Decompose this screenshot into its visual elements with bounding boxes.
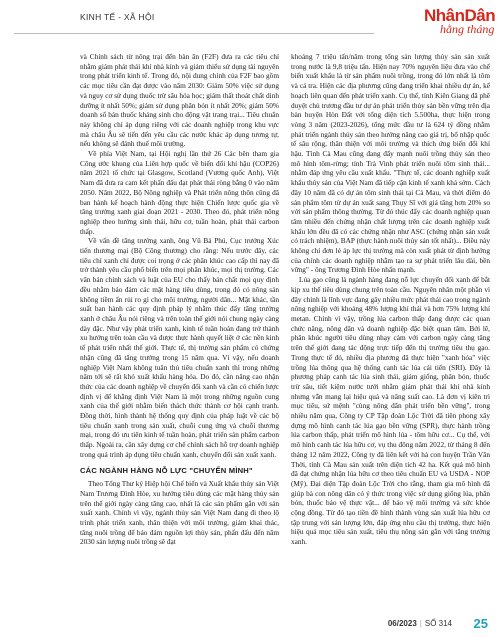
issue-separator: | [419,619,422,628]
logo-sub-text: hằng tháng [440,22,495,36]
issue-info [388,619,452,628]
paragraph: khoảng 7 triệu tấn/năm trong tổng sản lượng thủy sản sản xuất trong nước là 9,8 triệu tấn. Hiện nay 70% nguyên liệu đưa vào chế biến xuất khẩu là từ sản phẩm nuôi trồng, trong đó lớn nhất là tôm và cá tra. Hiện các địa phương cũng đang triển khai nhiều dự án, kế hoạch liên quan đến phát triển xanh. Cụ thể, tỉnh Kiên Giang đã phê duyệt chủ trương đầu tư dự án phát triển thủy sản bền vững trên địa bàn huyện Hòn Đất với tổng diện tích 5.500ha, thực hiện trong vòng 3 năm (2023-2026), tổng mức đầu tư là 624 tỷ đồng nhằm phát triển ngành thủy sản theo hướng năng cao giá trị, bổ nhập quốc tế sâu rộng, thân thiện với môi trường và thích ứng biến đổi khí hậu. Tỉnh Cà Mau cũng đang đẩy mạnh nuôi trồng thủy sản theo mô hình tôm-rừng; tỉnh Trà Vinh phát triển nuôi tôm sinh thái... nhằm đáp ứng yêu cầu xuất khẩu. "Thực tế, các doanh nghiệp xuất khẩu thủy sản của Việt Nam đã tiếp cận kinh tế xanh khá sớm. Cách đây 10 năm đã có dự án tôm sinh thái tại Cà Mau, và thời điểm đó sản phẩm tôm từ dự án xuất sang Thụy Sĩ với giá tăng hơn 20% so với sản phẩm thông thường. Từ đó thúc đẩy các doanh nghiệp quan tâm nhiều đến chứng nhận chất lượng trên các doanh nghiệp xuất khẩu lớn đều đã có các chứng nhận như ASC (chứng nhận sản xuất có trách nhiệm), BAP (thực hành nuôi thủy sản tốt nhất)... Điều này không chỉ đơn lẻ áp lực thị trường mà còn xuất phát từ định hướng của chính các doanh nghiệp nhằm tạo ra sự phát triển lâu dài, bền vững" - ông Trương Đình Hòe nhấn mạnh. [291,52,490,275]
issue-date: 06/2023 [387,619,417,628]
paragraph: Lúa gạo cũng là ngành hàng đang nỗ lực chuyển đổi xanh để bắt kịp xu thế tiêu dùng chung trên toàn cầu. Nguyên nhân một phần vì đây chính là lĩnh vực đang gây nhiều mức phát thải cao trong ngành nông nghiệp với khoảng 48% lượng khí thải và hơn 75% lượng khí metan. Chính vì vậy, trồng lúa carbon thấp đang được các quan chức năng, nông dân và doanh nghiệp đặc biệt quan tâm. Bởi lẽ, phân khúc người tiêu dùng nhạy cảm với carbon ngày càng tăng trên thế giới đang tác động trực tiếp đến thị trường tiêu thụ gạo. Trong thực tế đó, nhiều địa phương đã thực hiện "xanh hóa" việc trồng lúa thông qua hệ thống canh tác lúa cải tiến (SRI). Đây là phương pháp canh tác lúa sinh thái, giảm giống, phân bón, thuốc trừ sâu, tiết kiệm nước tưới nhằm giảm phát thải khí nhà kính nhưng vẫn mang lại hiệu quả và năng suất cao. Là đơn vị kiên trì mục tiêu, sứ mệnh "cùng nông dân phát triển bền vững", trong nhiều năm qua, Công ty CP Tập đoàn Lộc Trời đã tiên phong xây dựng mô hình canh tác lúa gạo bền vững (SPR), thực hành trồng lúa carbon thấp, phát triển mô hình lúa - tôm hữu cơ... Cụ thể, với mô hình canh tác lúa hữu cơ, vụ thu đông năm 2022, từ tháng 8 đến tháng 12 năm 2022, Công ty đã liên kết với hà con huyện Trần Văn Thời, tỉnh Cà Mau sản xuất trên diện tích 42 ha. Kết quả mô hình đã đạt chứng nhận lúa hữu cơ theo tiêu chuẩn EU và USDA - NOP (Mỹ). Đại diện Tập đoàn Lộc Trời cho rằng, tham gia mô hình đã giúp bà con nông dân có ý thức trong việc sử dụng giống lúa, phân bón, thuốc bảo vệ thực vật... để bảo vệ môi trường và sức khỏe cộng đồng. Từ đó tạo tiền đề hình thành vùng sản xuất lúa hữu cơ tập trung với sản lượng lớn, đáp ứng nhu cầu thị trường, thực hiện hiệu quả mục tiêu sản xuất, tiêu thụ nông sản gắn với tăng trưởng xanh. [291,275,490,547]
page-number: 25 [473,616,488,631]
article-column-left [80,52,279,592]
section-label: KINH TẾ - XÃ HỘI [80,12,155,22]
publication-logo [422,6,496,42]
article-body [80,52,490,592]
page-header [0,0,500,50]
article-column-right [291,52,490,592]
section-subheading: CÁC NGÀNH HÀNG NỖ LỰC "CHUYỂN MÌNH" [80,465,253,475]
paragraph: Theo Tổng Thư ký Hiệp hội Chế biến và Xuất khẩu thủy sản Việt Nam Trương Đình Hòe, xu hướng tiêu dùng các mặt hàng thủy sản trên thế giới ngày càng tăng cao, nhất là các sản phẩm gắn với sản xuất xanh. Chính vì vậy, ngành thủy sản Việt Nam đang đi theo lộ trình phát triển xanh, thân thiện với môi trường, giảm khai thác, tăng nuôi trồng để bảo đảm nguồn lợi thủy sản, phấn đấu đến năm 2030 sản lượng nuôi trồng sẽ đạt [80,479,279,547]
issue-number: SỐ 314 [424,619,452,628]
paragraph: Về phía Việt Nam, tại Hội nghị lần thứ 26 Các bên tham gia Công ước khung của Liên hợp quốc về biến đổi khí hậu (COP26) năm 2021 tổ chức tại Glasgow, Scotland (Vương quốc Anh), Việt Nam đã đưa ra cam kết phấn đấu đạt phát thải ròng bằng 0 vào năm 2050. Năm 2022, Bộ Nông nghiệp và Phát triển nông thôn cũng đã ban hành kế hoạch hành động thực hiện Chiến lược quốc gia về tăng trưởng xanh giai đoạn 2021 - 2030. Theo đó, phát triển nông nghiệp theo hướng sinh thái, hữu cơ, tuần hoàn, phát thải carbon thấp. [80,149,279,236]
logo-main-text: NhânDân [424,6,496,25]
paragraph: và Chính sách từ nông trại đến bàn ăn (F2F) đưa ra các tiêu chí nhằm giảm phát thải khí nhà kính và giảm thiểu sử dụng tài nguyên trong phát triển kinh tế. Trong đó, nội dung chính của F2F bao gồm các mục tiêu cần đạt được vào năm 2030: Giảm 50% việc sử dụng và nguy cơ sử dụng thuốc trừ sâu hóa học; giảm thất thoát chất dinh dưỡng ít nhất 50%; giảm sử dụng phân bón ít nhất 20%; giảm 50% doanh số bán thuốc kháng sinh cho động vật trang trại... Tiêu chuẩn này không chỉ áp dụng riêng với các doanh nghiệp trong khu vực mà châu Âu sẽ tiến đến yêu cầu các nước khác áp dụng tương tự, nếu không sẽ đánh thuế môi trường. [80,52,279,149]
page-footer [0,613,500,637]
header-divider [14,33,374,34]
paragraph: Về vấn đề tăng trưởng xanh, ông Vũ Bá Phú, Cục trưởng Xúc tiến thương mại (Bộ Công thương) cho rằng: Nếu trước đây, các tiêu chí xanh chỉ được coi trọng ở các phân khúc cao cấp thì nay đã trở thành yêu cầu phổ biến trên mọi phân khúc, mọi thị trường. Các văn bản chính sách và luật của EU cho thấy bản chất mọi quy định đều nhằm bảo đảm các mặt hàng tiêu dùng, trong đó có nông sản không tiềm ẩn rủi ro gì cho môi trường, người dân... Mặt khác, tần suất ban hành các quy định pháp lý nhằm thúc đẩy tăng trưởng xanh ở châu Âu nói riêng và trên toàn thế giới nói chung ngày càng dày đặc. Như vậy phát triển xanh, kinh tế tuần hoàn đang trở thành xu hướng trên toàn cầu và được thực hành quyết liệt ở các nền kinh tế phát triển nhất thế giới. Thực tế, thị trường sản phẩm có chứng nhận cũng đã tăng trưởng trong 15 năm qua. Vì vậy, nếu doanh nghiệp Việt Nam không tuân thủ tiêu chuẩn xanh thì trong những năm tới sẽ rất khó xuất khẩu hàng hóa. Do đó, cần nâng cao nhận thức của các doanh nghiệp về chuyển đổi xanh và cần có chiến lược định vị để khẳng định Việt Nam là một trong những nguồn cung xanh của thế giới nhằm biến thách thức thành cơ hội cạnh tranh. Đồng thời, hình thành hệ thống quy định của pháp luật về các bộ tiêu chuẩn xanh trong sản xuất, chuỗi cung ứng và chuỗi thương mại, trong đó ưu tiên kinh tế tuần hoàn, phát triển sản phẩm carbon thấp. Ngoài ra, cần xây dựng cơ chế chính sách hỗ trợ doanh nghiệp trong quá trình áp dụng tiêu chuẩn xanh, chuyển đổi sản xuất xanh. [80,236,279,459]
